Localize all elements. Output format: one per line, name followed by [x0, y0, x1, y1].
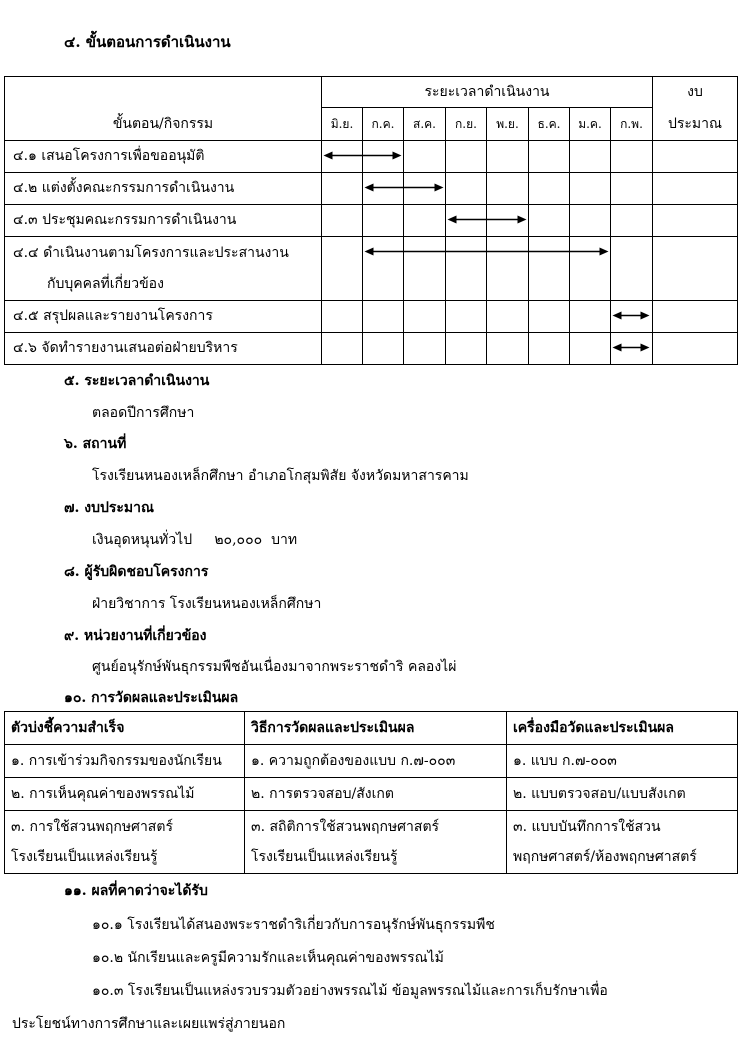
section-8-title: ๘. ผู้รับผิดชอบโครงการ	[64, 564, 209, 580]
evaluation-table	[4, 711, 738, 874]
eval-cell: ๒. การตรวจสอบ/สังเกต	[245, 778, 507, 811]
eval-cell: ๑. แบบ ก.๗-๐๐๓	[507, 745, 738, 778]
month-header: พ.ย.	[487, 108, 529, 141]
activity-label: ๔.๓ ประชุมคณะกรรมการดำเนินงาน	[5, 205, 322, 237]
eval-cell-line: ๓. แบบบันทึกการใช้สวน	[513, 819, 661, 835]
section-8-body: ฝ่ายวิชาการ โรงเรียนหนองเหล็กศึกษา	[92, 596, 322, 612]
period-header: ระยะเวลาดำเนินงาน	[322, 77, 653, 108]
eval-cell: ๒. แบบตรวจสอบ/แบบสังเกต	[507, 778, 738, 811]
eval-cell-line: โรงเรียนเป็นแหล่งเรียนรู้	[11, 849, 158, 865]
section-5-title: ๕. ระยะเวลาดำเนินงาน	[64, 373, 210, 389]
section-7-body: เงินอุดหนุนทั่วไป ๒๐,๐๐๐ บาท	[92, 532, 298, 548]
eval-header: วิธีการวัดผลและประเมินผล	[245, 712, 507, 745]
expected-result-item: ๑๐.๑ โรงเรียนได้สนองพระราชดำริเกี่ยวกับการอนุรักษ์พันธุกรรมพืช	[92, 917, 495, 933]
activity-header: ขั้นตอน/กิจกรรม	[5, 108, 322, 141]
expected-result-item: ๑๐.๓ โรงเรียนเป็นแหล่งรวบรวมตัวอย่างพรรณไม้ ข้อมูลพรรณไม้และการเก็บรักษาเพื่อ	[92, 983, 608, 999]
eval-cell: ๑. ความถูกต้องของแบบ ก.๗-๐๐๓	[245, 745, 507, 778]
eval-cell	[507, 811, 738, 874]
month-header: ส.ค.	[404, 108, 446, 141]
month-header: ธ.ค.	[529, 108, 570, 141]
section-9-body: ศูนย์อนุรักษ์พันธุกรรมพืชอันเนื่องมาจากพระราชดำริ คลองไผ่	[92, 659, 457, 675]
expected-result-item-cont: ประโยชน์ทางการศึกษาและเผยแพร่สู่ภายนอก	[12, 1016, 286, 1032]
activity-label-line2: กับบุคคลที่เกี่ยวข้อง	[47, 275, 164, 292]
activity-header-top	[5, 77, 322, 108]
eval-cell: ๑. การเข้าร่วมกิจกรรมของนักเรียน	[5, 745, 245, 778]
section-5-body: ตลอดปีการศึกษา	[92, 405, 195, 421]
budget-header-1: งบ	[653, 77, 738, 108]
section-11-title: ๑๑. ผลที่คาดว่าจะได้รับ	[64, 883, 208, 899]
budget-header-2: ประมาณ	[653, 108, 738, 141]
activity-label: ๔.๑ เสนอโครงการเพื่อขออนุมัติ	[5, 141, 322, 173]
section-4-title: ๔. ขั้นตอนการดำเนินงาน	[64, 33, 231, 51]
eval-cell-line: ๓. การใช้สวนพฤกษศาสตร์	[11, 819, 173, 835]
month-header: ก.ค.	[363, 108, 404, 141]
eval-header: ตัวบ่งชี้ความสำเร็จ	[5, 712, 245, 745]
eval-cell-line: พฤกษศาสตร์/ห้องพฤกษศาสตร์	[513, 849, 697, 865]
activity-label	[5, 237, 322, 301]
section-9-title: ๙. หน่วยงานที่เกี่ยวข้อง	[64, 628, 207, 644]
eval-cell-line: ๓. สถิติการใช้สวนพฤกษศาสตร์	[251, 819, 440, 835]
month-header: ก.พ.	[611, 108, 653, 141]
section-6-title: ๖. สถานที่	[64, 436, 127, 452]
month-header: ก.ย.	[446, 108, 487, 141]
schedule-table	[4, 76, 738, 365]
eval-cell	[245, 811, 507, 874]
eval-cell	[5, 811, 245, 874]
activity-label: ๔.๒ แต่งตั้งคณะกรรมการดำเนินงาน	[5, 173, 322, 205]
expected-result-item: ๑๐.๒ นักเรียนและครูมีความรักและเห็นคุณค่าของพรรณไม้	[92, 950, 444, 966]
section-6-body: โรงเรียนหนองเหล็กศึกษา อำเภอโกสุมพิสัย จังหวัดมหาสารคาม	[92, 468, 469, 484]
month-header: มิ.ย.	[322, 108, 363, 141]
activity-label: ๔.๖ จัดทำรายงานเสนอต่อฝ่ายบริหาร	[5, 333, 322, 365]
section-10-title: ๑๐. การวัดผลและประเมินผล	[64, 690, 239, 706]
eval-header: เครื่องมือวัดและประเมินผล	[507, 712, 738, 745]
activity-label-line1: ๔.๔ ดำเนินงานตามโครงการและประสานงาน	[13, 244, 289, 261]
section-7-title: ๗. งบประมาณ	[64, 500, 155, 516]
activity-label: ๔.๕ สรุปผลและรายงานโครงการ	[5, 301, 322, 333]
eval-cell: ๒. การเห็นคุณค่าของพรรณไม้	[5, 778, 245, 811]
eval-cell-line: โรงเรียนเป็นแหล่งเรียนรู้	[251, 849, 398, 865]
month-header: ม.ค.	[570, 108, 611, 141]
